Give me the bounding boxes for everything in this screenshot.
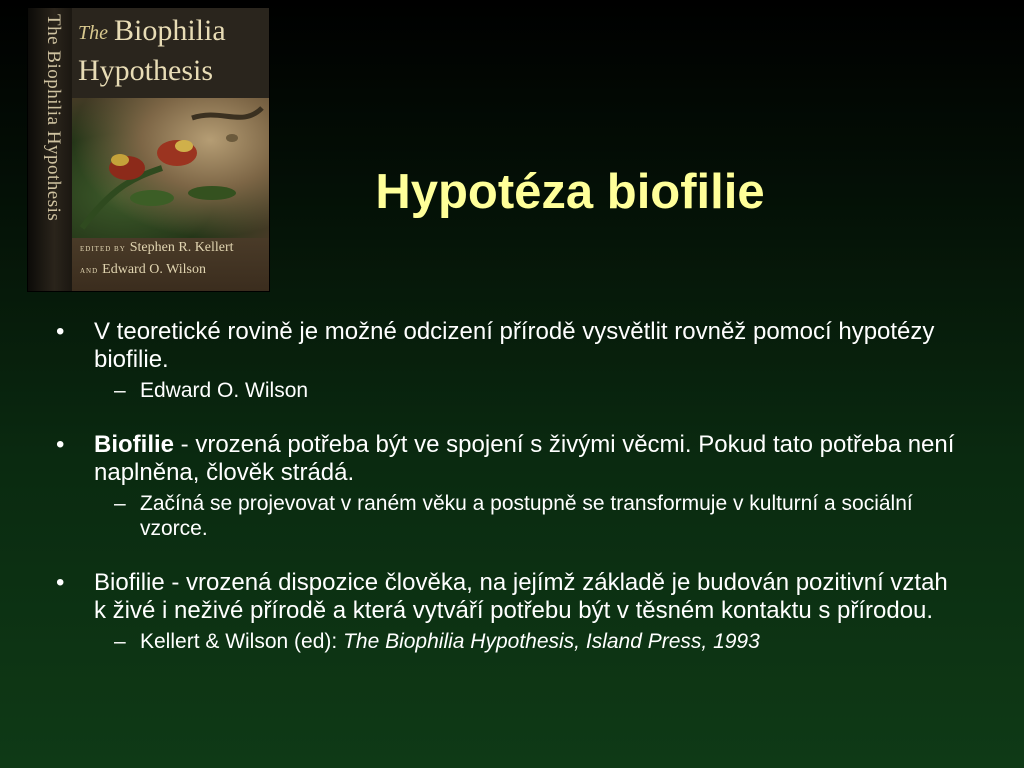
bullet-3-sub-1 — [56, 629, 956, 654]
bullet-3 — [56, 569, 956, 625]
bullet-1-sub-1-text: Edward O. Wilson — [140, 379, 309, 402]
bullet-3-sub-prefix: Kellert & Wilson (ed): — [140, 630, 344, 653]
spine-title: The Biophilia Hypothesis — [43, 14, 64, 222]
book-cover-image — [28, 8, 269, 291]
bullet-1-sub-1 — [56, 378, 956, 403]
bullet-3-sub-citation: The Biophilia Hypothesis, Island Press, 1993 — [343, 630, 760, 653]
cover-orchid-painting — [72, 98, 269, 238]
dash-mark: – — [114, 379, 126, 402]
cover-editors — [72, 234, 269, 291]
book-spine — [28, 8, 72, 291]
bullet-list — [56, 318, 956, 654]
dash-mark: – — [114, 492, 126, 515]
editor-1-name: Stephen R. Kellert — [129, 240, 234, 255]
dash-mark: – — [114, 630, 126, 653]
bullet-mark: • — [56, 318, 65, 345]
cover-editor-1 — [80, 240, 234, 256]
cover-title-box — [72, 8, 269, 98]
bullet-mark: • — [56, 569, 65, 596]
cover-editor-2 — [80, 262, 206, 278]
bullet-2-text: - vrozená potřeba být ve spojení s živými věcmi. Pokud tato potřeba není naplněna, člověk strádá. — [94, 431, 955, 486]
orchid-illustration — [72, 98, 269, 238]
cover-title-the: The — [78, 22, 108, 44]
edited-by-label: EDITED BY — [80, 245, 126, 253]
bullet-3-text: Biofilie - vrozená dispozice člověka, na jejímž základě je budován pozitivní vztah k živé i neživé přírodě a která vytváří potřebu být v těsném kontaktu s přírodou. — [94, 569, 948, 624]
bullet-1 — [56, 318, 956, 374]
slide-title: Hypotéza biofilie — [375, 165, 765, 219]
bullet-2-sub-1 — [56, 491, 956, 541]
bullet-2-bold-term: Biofilie — [94, 431, 175, 458]
bullet-1-text: V teoretické rovině je možné odcizení přírodě vysvětlit rovněž pomocí hypotézy biofilie. — [94, 318, 935, 373]
bullet-mark: • — [56, 431, 65, 458]
cover-title-line1: Biophilia — [114, 14, 226, 47]
bullet-2 — [56, 431, 956, 487]
editor-2-name: Edward O. Wilson — [102, 262, 206, 277]
and-label: AND — [80, 267, 99, 275]
bullet-2-sub-1-text: Začíná se projevovat v raném věku a postupně se transformuje v kulturní a sociální vzorce. — [140, 492, 913, 540]
book-front — [72, 8, 269, 291]
cover-title-line2: Hypothesis — [78, 54, 213, 87]
